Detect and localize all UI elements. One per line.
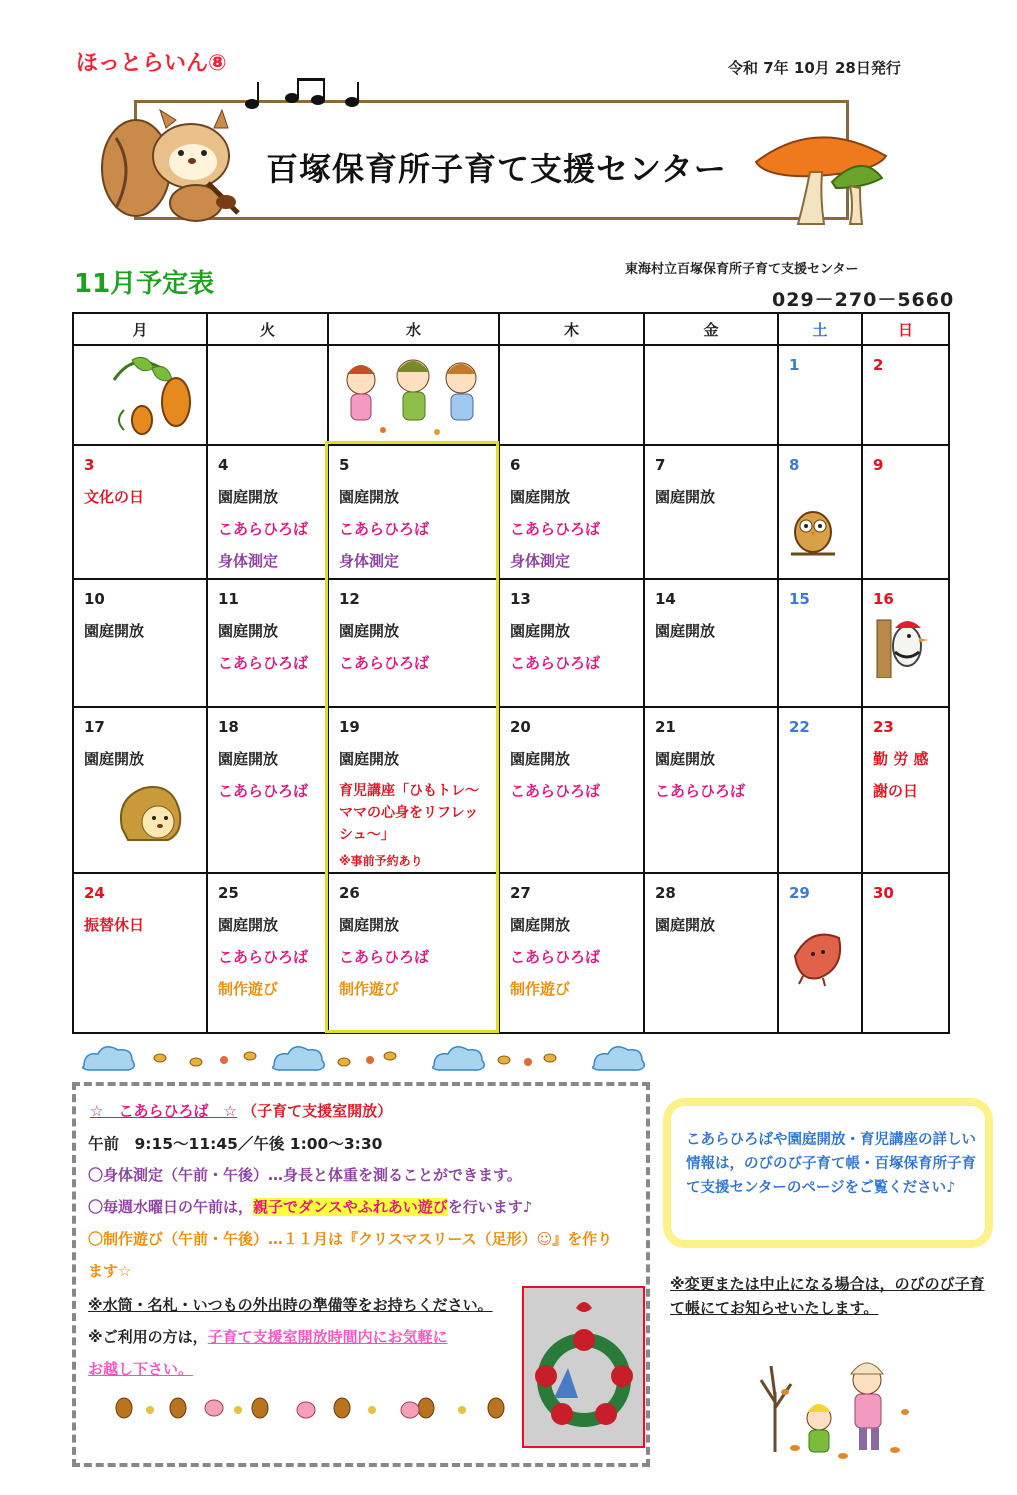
- event-garden-open: 園庭開放: [339, 916, 400, 934]
- day-cell: [207, 345, 328, 445]
- day-cell: [862, 445, 949, 579]
- day-cell: [207, 579, 328, 707]
- autumn-children-illustration: [755, 1352, 915, 1462]
- event-garden-open: 園庭開放: [339, 488, 400, 506]
- event-body-measurement: 身体測定: [218, 552, 279, 570]
- day-cell: [207, 445, 328, 579]
- day-cell: [778, 445, 862, 579]
- weekday-wed: 水: [328, 313, 499, 345]
- event-body-measurement: 身体測定: [510, 552, 571, 570]
- day-number: 1: [789, 356, 800, 374]
- day-cell: [328, 579, 499, 707]
- woodpecker-illustration: [873, 610, 933, 678]
- week-row: [73, 707, 949, 873]
- day-number: 6: [510, 456, 521, 474]
- day-cell: [862, 345, 949, 445]
- info-title: [90, 1100, 392, 1121]
- holiday-label: 文化の日: [84, 488, 145, 506]
- event-koala-hiroba: こあらひろば: [339, 948, 430, 966]
- weekday-tue: 火: [207, 313, 328, 345]
- event-koala-hiroba: こあらひろば: [655, 782, 746, 800]
- event-koala-hiroba: こあらひろば: [510, 520, 601, 538]
- info-line-part: 〇制作遊び（午前・午後）…１１月は『クリスマスリース（足形）: [88, 1230, 537, 1248]
- info-line-craft-end: ます☆: [88, 1262, 132, 1280]
- info-line-usage-end: お越し下さい。: [88, 1360, 194, 1378]
- day-number: 17: [84, 718, 105, 736]
- info-line-belongings: ※水筒・名札・いつもの外出時の準備等をお持ちください。: [88, 1296, 493, 1314]
- info-line-usage: [88, 1326, 448, 1347]
- day-cell: [778, 707, 862, 873]
- event-garden-open: 園庭開放: [655, 622, 716, 640]
- info-notice-text: こあらひろばや園庭開放・育児講座の詳しい情報は，のびのび子育て帳・百塚保育所子育て支援センターのページをご覧ください♪: [686, 1132, 976, 1196]
- squirrel-illustration: [96, 98, 246, 223]
- issue-title: ほっとらいん⑧: [76, 51, 227, 76]
- day-number: 8: [789, 456, 800, 474]
- week-row: [73, 445, 949, 579]
- day-number: 12: [339, 590, 360, 608]
- day-number: 11: [218, 590, 239, 608]
- day-number: 21: [655, 718, 676, 736]
- organization-name: 東海村立百塚保育所子育て支援センター: [625, 262, 859, 277]
- event-garden-open: 園庭開放: [339, 750, 400, 768]
- event-lecture-line: ママの心身をリフレッ: [339, 805, 479, 821]
- event-parenting-lecture: [339, 780, 498, 846]
- event-garden-open: 園庭開放: [218, 622, 279, 640]
- weekday-thu: 木: [499, 313, 644, 345]
- center-title: 百塚保育所子育て支援センター: [266, 150, 727, 188]
- week-row: [73, 873, 949, 1033]
- calendar-table: [72, 312, 950, 1034]
- day-cell: [499, 445, 644, 579]
- day-number: 9: [873, 456, 884, 474]
- day-cell: [73, 873, 207, 1033]
- christmas-wreath-photo: [522, 1286, 645, 1448]
- info-title-main: ☆ こあらひろば ☆: [90, 1102, 237, 1120]
- day-number: 22: [789, 718, 810, 736]
- weekday-header-row: [73, 313, 949, 345]
- day-cell: [499, 707, 644, 873]
- day-cell: [862, 873, 949, 1033]
- day-number: 5: [339, 456, 350, 474]
- day-cell: [778, 345, 862, 445]
- event-garden-open: 園庭開放: [655, 750, 716, 768]
- event-garden-open: 園庭開放: [510, 916, 571, 934]
- event-lecture-line: 育児講座「ひもトレ～: [339, 783, 479, 799]
- week-row: [73, 345, 949, 445]
- event-body-measurement: 身体測定: [339, 552, 400, 570]
- event-garden-open: 園庭開放: [510, 488, 571, 506]
- event-koala-hiroba: こあらひろば: [510, 948, 601, 966]
- day-cell: [328, 707, 499, 873]
- phone-number: 029－270－5660: [772, 289, 955, 311]
- event-garden-open: 園庭開放: [339, 622, 400, 640]
- info-line-part: 』を作り: [552, 1230, 613, 1248]
- footprint-icon: ☺: [536, 1230, 553, 1248]
- squash-illustration: [104, 350, 204, 440]
- day-cell: [862, 579, 949, 707]
- day-number: 16: [873, 590, 894, 608]
- day-cell: [499, 579, 644, 707]
- info-line-part: ※ご利用の方は，: [88, 1328, 208, 1346]
- day-cell: [644, 445, 778, 579]
- event-koala-hiroba: こあらひろば: [218, 654, 309, 672]
- event-garden-open: 園庭開放: [510, 622, 571, 640]
- day-cell: [328, 345, 499, 445]
- day-number: 29: [789, 884, 810, 902]
- mushroom-illustration: [752, 122, 892, 232]
- info-line-part: を行います♪: [447, 1198, 533, 1216]
- day-number: 24: [84, 884, 105, 902]
- holiday-label: 振替休日: [84, 916, 145, 934]
- day-number: 4: [218, 456, 229, 474]
- event-garden-open: 園庭開放: [218, 488, 279, 506]
- event-koala-hiroba: こあらひろば: [510, 654, 601, 672]
- event-koala-hiroba: こあらひろば: [339, 520, 430, 538]
- day-cell: [328, 873, 499, 1033]
- info-title-sub: （子育て支援室開放）: [242, 1102, 393, 1120]
- day-cell: [328, 445, 499, 579]
- info-hours: 午前 9:15～11:45／午後 1:00～3:30: [88, 1135, 383, 1153]
- day-number: 30: [873, 884, 894, 902]
- day-number: 14: [655, 590, 676, 608]
- owl-illustration: [789, 504, 839, 560]
- children-illustration: [333, 350, 493, 440]
- holiday-line: 謝の日: [873, 782, 919, 800]
- event-lecture-line: シュ～」: [339, 827, 395, 843]
- event-koala-hiroba: こあらひろば: [218, 782, 309, 800]
- hedgehog-illustration: [114, 780, 184, 850]
- day-number: 23: [873, 718, 894, 736]
- event-craft-play: 制作遊び: [218, 980, 279, 998]
- leaf-character-illustration: [789, 926, 843, 986]
- day-number: 26: [339, 884, 360, 902]
- day-number: 25: [218, 884, 239, 902]
- music-notes-icon: [240, 76, 370, 116]
- day-cell: [778, 873, 862, 1033]
- day-cell: [73, 579, 207, 707]
- weekday-fri: 金: [644, 313, 778, 345]
- holiday-line: 勤 労 感: [873, 750, 929, 768]
- day-cell: [644, 707, 778, 873]
- weekday-sun: 日: [862, 313, 949, 345]
- issue-date: 令和 7年 10月 28日発行: [728, 59, 901, 77]
- info-line-wednesday: [88, 1196, 532, 1217]
- event-garden-open: 園庭開放: [655, 488, 716, 506]
- day-cell: [207, 873, 328, 1033]
- day-number: 27: [510, 884, 531, 902]
- event-garden-open: 園庭開放: [655, 916, 716, 934]
- info-line-link: 子育て支援室開放時間内にお気軽に: [207, 1328, 448, 1346]
- info-line-craft: [88, 1228, 612, 1249]
- event-garden-open: 園庭開放: [84, 622, 145, 640]
- week-row: [73, 579, 949, 707]
- day-cell: [644, 345, 778, 445]
- event-garden-open: 園庭開放: [218, 750, 279, 768]
- day-cell: [862, 707, 949, 873]
- day-cell: [499, 345, 644, 445]
- reservation-note: ※事前予約あり: [339, 854, 423, 868]
- event-koala-hiroba: こあらひろば: [339, 654, 430, 672]
- info-line-part: 〇毎週水曜日の午前は，: [88, 1198, 254, 1216]
- day-number: 28: [655, 884, 676, 902]
- day-number: 13: [510, 590, 531, 608]
- event-garden-open: 園庭開放: [84, 750, 145, 768]
- day-cell: [499, 873, 644, 1033]
- day-cell: [73, 445, 207, 579]
- day-number: 7: [655, 456, 666, 474]
- day-number: 10: [84, 590, 105, 608]
- day-number: 3: [84, 456, 95, 474]
- holiday-label: [873, 750, 948, 800]
- day-number: 18: [218, 718, 239, 736]
- event-craft-play: 制作遊び: [510, 980, 571, 998]
- event-craft-play: 制作遊び: [339, 980, 400, 998]
- day-cell: [73, 345, 207, 445]
- weekday-sat: 土: [778, 313, 862, 345]
- event-garden-open: 園庭開放: [510, 750, 571, 768]
- day-number: 15: [789, 590, 810, 608]
- acorn-bird-decoration: [110, 1388, 510, 1424]
- event-garden-open: 園庭開放: [218, 916, 279, 934]
- event-koala-hiroba: こあらひろば: [218, 948, 309, 966]
- info-line-measurement: 〇身体測定（午前・午後）…身長と体重を測ることができます。: [88, 1166, 522, 1184]
- cloud-leaf-border-decoration: [74, 1040, 654, 1074]
- day-number: 2: [873, 356, 884, 374]
- day-cell: [207, 707, 328, 873]
- day-number: 20: [510, 718, 531, 736]
- day-number: 19: [339, 718, 360, 736]
- event-koala-hiroba: こあらひろば: [218, 520, 309, 538]
- day-cell: [644, 579, 778, 707]
- info-line-highlight: 親子でダンスやふれあい遊び: [253, 1198, 448, 1216]
- wreath-image: [524, 1288, 643, 1446]
- event-koala-hiroba: こあらひろば: [510, 782, 601, 800]
- day-cell: [644, 873, 778, 1033]
- day-cell: [73, 707, 207, 873]
- change-notice: ※変更または中止になる場合は，のびのび子育て帳にてお知らせいたします。: [670, 1275, 985, 1317]
- month-title: 11月予定表: [74, 269, 215, 299]
- weekday-mon: 月: [73, 313, 207, 345]
- day-cell: [778, 579, 862, 707]
